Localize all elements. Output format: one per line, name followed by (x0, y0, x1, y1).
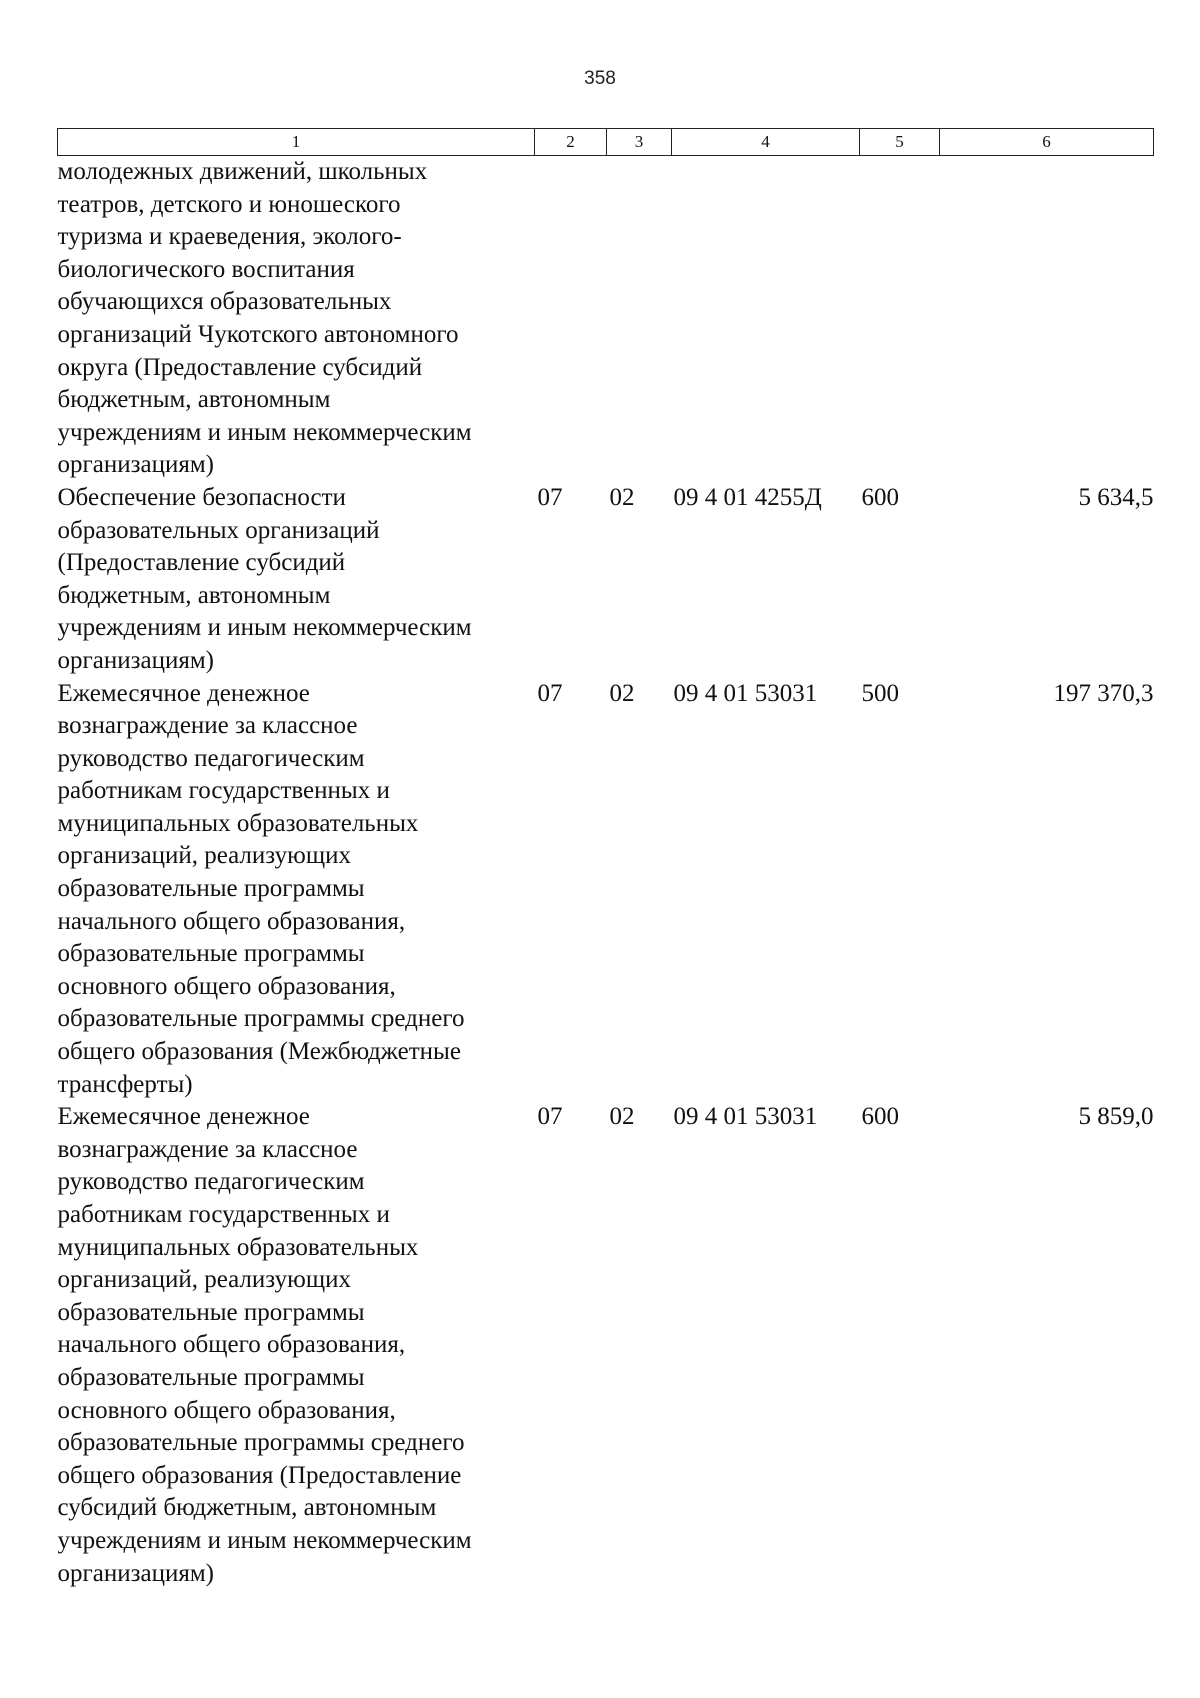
name-line: организациям) (57, 1559, 214, 1587)
name-line: бюджетным, автономным (57, 386, 331, 414)
name-line: (Предоставление субсидий (57, 549, 346, 577)
name-line: организациям) (57, 451, 214, 479)
name-line: Обеспечение безопасности (57, 483, 346, 511)
name-line: организаций, реализующих (57, 842, 351, 870)
name-line: Ежемесячное денежное (57, 679, 310, 707)
name-line: трансферты) (57, 1070, 193, 1098)
name-line: муниципальных образовательных (57, 809, 419, 837)
cell-subsection: 02 (609, 679, 635, 707)
cell-section (535, 156, 607, 482)
name-line: организаций Чукотского автономного (57, 320, 459, 348)
name-line: бюджетным, автономным (57, 581, 331, 609)
name-line: театров, детского и юношеского (57, 190, 401, 218)
cell-section: 07 (537, 679, 563, 707)
cell-target-article: 09 4 01 4255Д (673, 483, 822, 511)
header-col-1: 1 (58, 129, 535, 156)
cell-target-article: 09 4 01 53031 (673, 679, 818, 707)
name-line: учреждениям и иным некоммерческим (57, 1526, 472, 1554)
name-line: общего образования (Межбюджетные (57, 1038, 461, 1066)
table-body (58, 156, 1154, 1591)
cell-section: 07 (537, 483, 563, 511)
cell-subsection: 02 (609, 1103, 635, 1131)
cell-expense-type: 600 (861, 483, 899, 511)
name-line: образовательные программы (57, 940, 365, 968)
table-row (58, 482, 1154, 678)
cell-amount: 5 634,5 (1078, 483, 1154, 511)
header-col-4: 4 (672, 129, 860, 156)
name-line: начального общего образования, (57, 907, 406, 935)
header-col-2: 2 (535, 129, 607, 156)
header-col-3: 3 (607, 129, 672, 156)
name-line: организациям) (57, 646, 214, 674)
cell-amount: 197 370,3 (1053, 679, 1154, 707)
name-line: молодежных движений, школьных (57, 158, 428, 185)
page-number: 358 (584, 68, 616, 89)
name-line: вознаграждение за классное (57, 1135, 358, 1163)
cell-expense-type: 600 (861, 1103, 899, 1131)
cell-subsection: 02 (609, 483, 635, 511)
name-line: общего образования (Предоставление (57, 1461, 462, 1489)
name-line: округа (Предоставление субсидий (57, 353, 423, 381)
name-line: основного общего образования, (57, 972, 396, 1000)
cell-name (58, 156, 535, 482)
cell-name (58, 1101, 535, 1590)
table-row (58, 678, 1154, 1102)
cell-name (58, 678, 535, 1102)
name-line: образовательных организаций (57, 516, 380, 544)
header-row (58, 129, 1154, 156)
name-line: образовательные программы (57, 1363, 365, 1391)
name-line: образовательные программы среднего (57, 1429, 465, 1457)
name-line: основного общего образования, (57, 1396, 396, 1424)
name-line: вознаграждение за классное (57, 712, 358, 740)
name-line: начального общего образования, (57, 1331, 406, 1359)
name-line: биологического воспитания (57, 255, 355, 283)
cell-amount (940, 156, 1154, 482)
cell-subsection (607, 156, 672, 482)
table-row (58, 156, 1154, 482)
name-line: Ежемесячное денежное (57, 1103, 310, 1131)
name-line: образовательные программы (57, 1298, 365, 1326)
header-col-5: 5 (860, 129, 940, 156)
name-line: муниципальных образовательных (57, 1233, 419, 1261)
cell-amount: 5 859,0 (1078, 1103, 1154, 1131)
header-col-6: 6 (940, 129, 1154, 156)
cell-target-article: 09 4 01 53031 (673, 1103, 818, 1131)
cell-expense-type: 500 (861, 679, 899, 707)
name-line: обучающихся образовательных (57, 288, 392, 316)
cell-name (58, 482, 535, 678)
name-line: туризма и краеведения, эколого- (57, 223, 402, 251)
cell-target-article (672, 156, 860, 482)
name-line: образовательные программы среднего (57, 1005, 465, 1033)
name-line: руководство педагогическим (57, 744, 365, 772)
cell-expense-type (860, 156, 940, 482)
name-line: работникам государственных и (57, 777, 390, 805)
table-header (58, 129, 1154, 156)
name-line: руководство педагогическим (57, 1168, 365, 1196)
name-line: учреждениям и иным некоммерческим (57, 614, 472, 642)
name-line: работникам государственных и (57, 1201, 390, 1228)
cell-section: 07 (537, 1103, 563, 1131)
name-line: организаций, реализующих (57, 1266, 351, 1294)
name-line: образовательные программы (57, 875, 365, 903)
name-line: учреждениям и иным некоммерческим (57, 418, 472, 446)
name-line: субсидий бюджетным, автономным (57, 1494, 437, 1522)
table-row (58, 1101, 1154, 1590)
budget-table (57, 128, 1154, 1590)
